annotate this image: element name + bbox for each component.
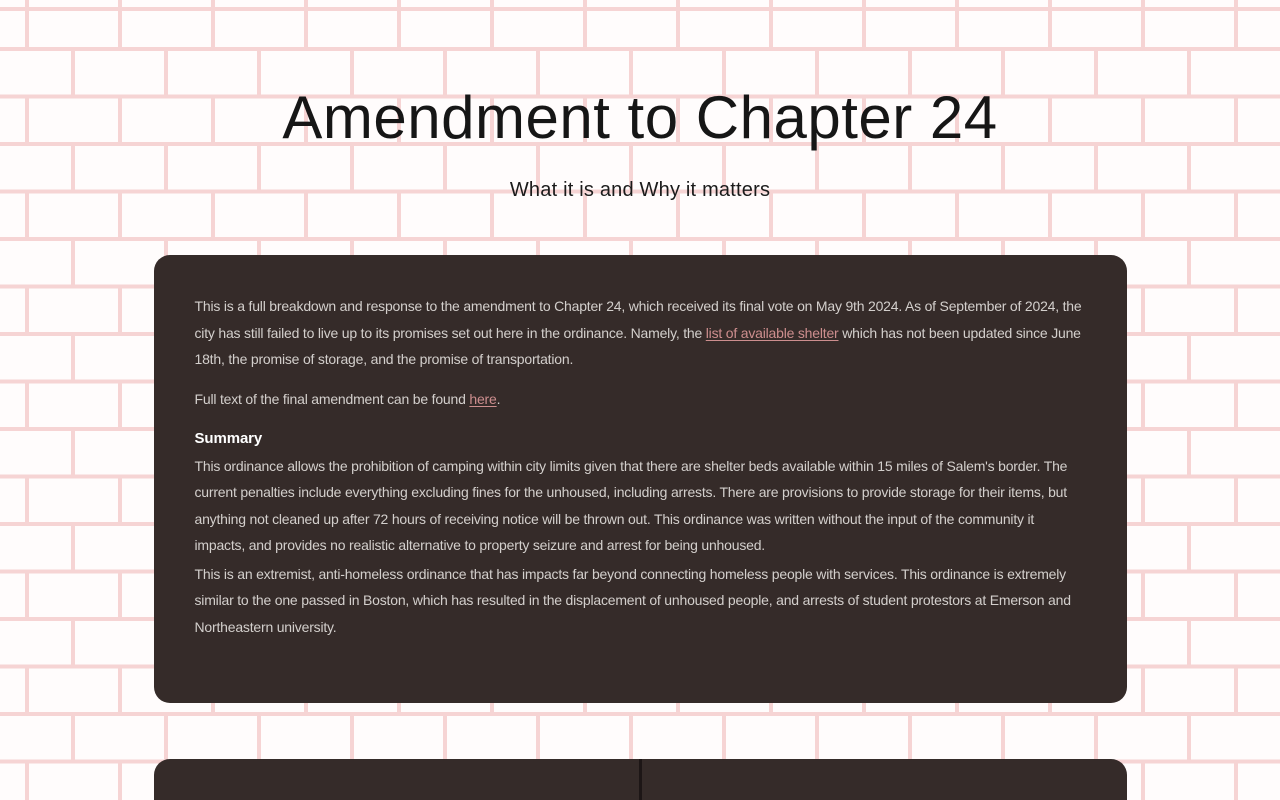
summary-closing-paragraph: This is an extremist, anti-homeless ordinance that has impacts far beyond connecting homeless people with services. This ordinance is extremely similar to the one passed in Boston, which has resulted in the displacement of unhoused people, and arrests of student protestors at Emerson and Northeastern university. [194, 565, 1071, 635]
full-text-paragraph [195, 386, 1086, 413]
intro-card [154, 255, 1127, 703]
page-title: Amendment to Chapter 24 [282, 84, 998, 151]
intro-paragraph-text-before: This is a full breakdown and response to the amendment to Chapter 24, which received its final vote on May 9th 2024. As of September of 2024, the city has still failed to live up to its promises set out here in the ordinance. Namely, the [194, 298, 1082, 341]
bottom-left-card [154, 759, 639, 800]
summary-heading: Summary [194, 430, 263, 447]
shelter-list-link[interactable]: list of available shelter [705, 324, 839, 341]
page-subtitle: What it is and Why it matters [509, 179, 771, 201]
bottom-cards [154, 759, 1127, 800]
intro-paragraph [195, 293, 1086, 373]
summary-body-text: This ordinance allows the prohibition of camping within city limits given that there are shelter beds available within 15 miles of Salem's border. The current penalties include everything excluding fines for the unhoused, including arrests. There are provisions to provide storage for their items, but anything not cleaned up after 72 hours of receiving notice will be thrown out. This ordinance was written without the input of the community it impacts, and provides no realistic alternative to property seizure and arrest for being unhoused. [194, 457, 1068, 553]
bottom-right-card [642, 759, 1127, 800]
full-text-after: . [496, 390, 501, 407]
intro-paragraph-text-after: which has not been updated since June 18th, the promise of storage, and the promise of transportation. [194, 324, 1081, 367]
full-text-before: Full text of the final amendment can be found [194, 390, 470, 407]
summary-paragraph [195, 425, 1086, 559]
full-amendment-link[interactable]: here [469, 390, 497, 407]
